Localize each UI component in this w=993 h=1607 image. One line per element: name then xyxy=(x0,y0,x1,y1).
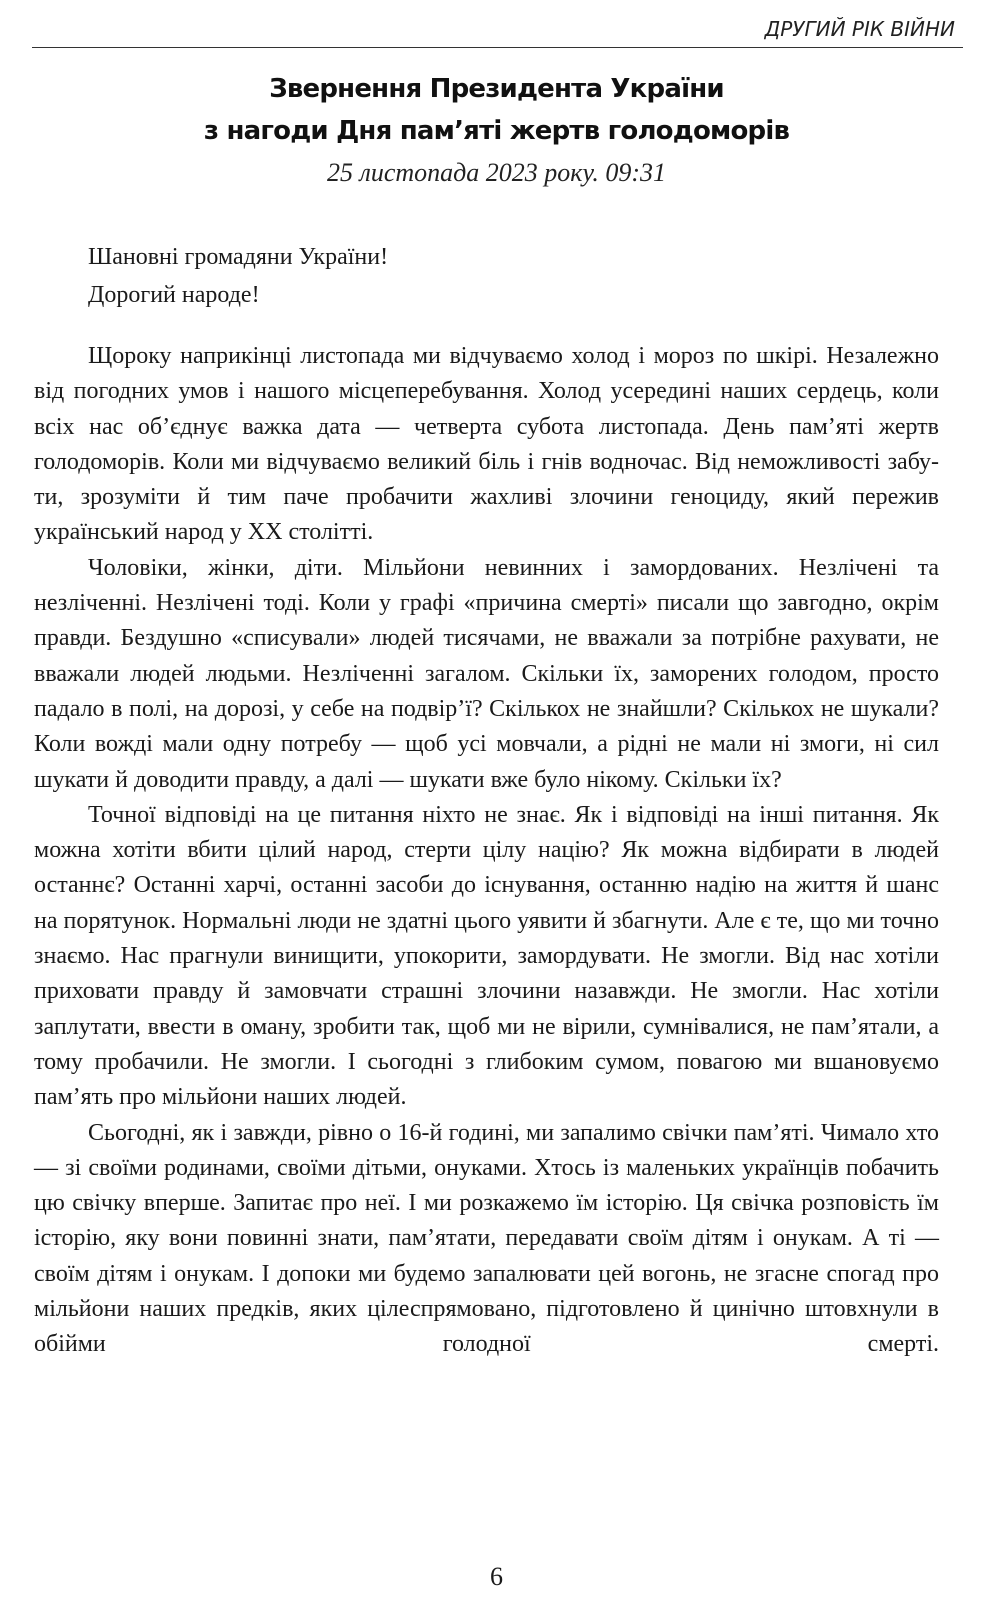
page-title xyxy=(0,68,993,152)
dateline: 25 листопада 2023 року. 09:31 xyxy=(326,158,667,187)
paragraph-1: Щороку наприкінці листопада ми відчуваємо холод і мороз по шкірі. Незалежно від погодних умов і нашого місцеперебування. Холод усередині наших сердець, коли всіх нас об’єднує важка дата — четверта субота листопада. День пам’яті жертв голодоморів. Коли ми відчуваємо великий біль і гнів водночас. Від неможливості забути, зрозуміти й тим паче пробачити жахливі злочини геноциду, який пережив український народ у ХХ столітті. xyxy=(34,343,939,546)
paragraph-3: Точної відповіді на це питання ніхто не знає. Як і відповіді на інші питання. Як можна хотіти вбити цілий народ, стерти цілу націю? Як можна відбирати в людей останнє? Останні харчі, останні засоби до існування, останню надію на життя й шанс на порятунок. Нормальні люди не здатні цього уявити й збагнути. Але є те, що ми точно знаємо. Нас прагнули винищити, упокорити, замордувати. Не змогли. Від нас хотіли приховати правду й замовчати страшні злочини назавжди. Не змогли. Нас хотіли заплутати, ввести в оману, зробити так, щоб ми не вірили, сумнівалися, не пам’ятали, а тому пробачили. Не змогли. І сьогодні з глибоким сумом, повагою ми вшановуємо пам’ять про мільйони наших людей. xyxy=(34,801,939,1111)
paragraph-4: Сьогодні, як і завжди, рівно о 16-й годині, ми запалимо свічки пам’яті. Чимало хто — зі своїми родинами, своїми дітьми, онуками. Хтось із маленьких українців побачить цю свічку вперше. Запитає про неї. І ми розкажемо їм історію. Ця свічка розповість їм історію, яку вони повинні знати, пам’ятати, передавати своїм дітям і онукам. А ті — своїм дітям і онукам. І допоки ми будемо запалювати цей вогонь, не згасне спогад про мільйони наших предків, яких цілеспрямовано, підготовлено й цинічно штовхнули в обійми голодної смерті. xyxy=(34,1119,939,1358)
title-line-2: з нагоди Дня пам’яті жертв голодоморів xyxy=(203,116,790,146)
body-text xyxy=(34,339,939,1363)
paragraph-2: Чоловіки, жінки, діти. Мільйони невинних і замордованих. Незлічені та незліченні. Незлічені тоді. Коли у графі «причина смерті» писали що завгодно, окрім правди. Бездушно «списували» людей тисячами, не вважали за потрібне рахувати, не вважали людей людьми. Незліченні загалом. Скільки їх, заморених голодом, просто падало в полі, на дорозі, у себе на подвір’ї? Скількох не знайшли? Скількох не шукали? Коли вожді мали одну потребу — щоб усі мовчали, а рідні не мали ні змоги, ні сил шукати й доводити правду, а далі — шукати вже було нікому. Скільки їх? xyxy=(34,554,939,793)
greeting-line-2: Дорогий народе! xyxy=(88,282,260,308)
greeting-line-1: Шановні громадяни України! xyxy=(88,244,389,270)
title-line-1: Звернення Президента України xyxy=(269,74,724,104)
page-number: 6 xyxy=(490,1562,503,1591)
greeting xyxy=(88,238,388,314)
running-head: ДРУГИЙ РІК ВІЙНИ xyxy=(32,14,963,48)
